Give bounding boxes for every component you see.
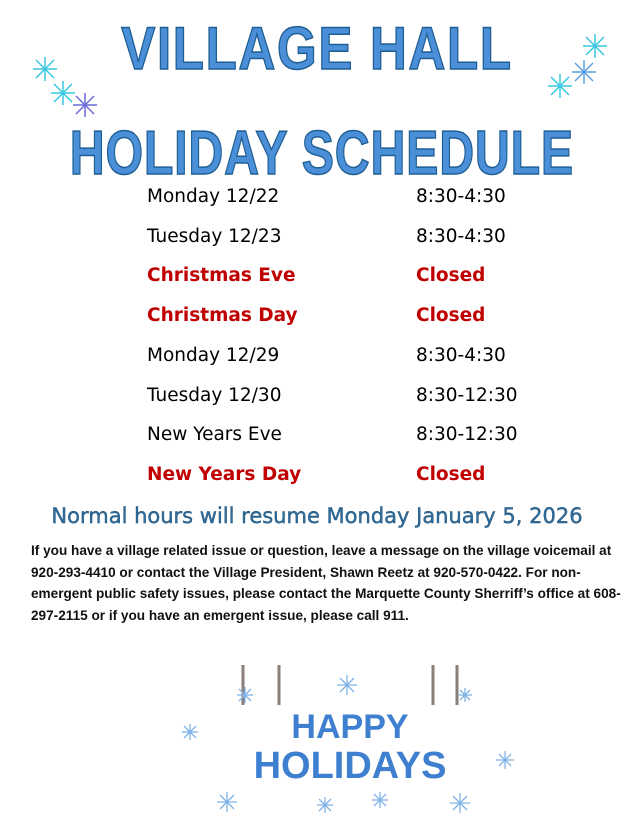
schedule-row	[0, 345, 634, 375]
schedule-day: New Years Day	[147, 463, 302, 485]
schedule-hours: 8:30-4:30	[416, 344, 506, 366]
schedule-day: Christmas Eve	[147, 265, 296, 287]
schedule-day: Tuesday 12/30	[147, 384, 282, 406]
graphic-line2: HOLIDAYS	[253, 745, 447, 787]
schedule-hours: 8:30-12:30	[416, 384, 518, 406]
schedule-hours: 8:30-4:30	[416, 225, 506, 247]
snowflake-cluster-right-icon	[540, 30, 620, 105]
schedule-row	[0, 226, 634, 256]
graphic-line1: HAPPY	[291, 708, 409, 746]
schedule-hours: Closed	[416, 305, 486, 327]
schedule-row	[0, 464, 634, 494]
snowflake-cluster-left-icon	[25, 55, 105, 125]
schedule-day: Monday 12/22	[147, 186, 280, 207]
schedule-day: New Years Eve	[147, 424, 282, 446]
title-village-hall: VILLAGE HALL	[121, 15, 513, 82]
schedule-row	[0, 186, 634, 216]
schedule-hours: Closed	[416, 265, 486, 287]
schedule-hours: 8:30-12:30	[416, 424, 518, 446]
schedule-day: Monday 12/29	[147, 344, 280, 366]
happy-holidays-graphic	[175, 660, 520, 820]
schedule-hours: Closed	[416, 463, 486, 485]
schedule-row	[0, 385, 634, 415]
schedule-day: Christmas Day	[147, 305, 298, 327]
schedule-hours: 8:30-4:30	[416, 186, 506, 207]
schedule-day: Tuesday 12/23	[147, 225, 282, 247]
schedule-row	[0, 265, 634, 295]
title-holiday-schedule: HOLIDAY SCHEDULE	[69, 119, 574, 188]
schedule-row	[0, 424, 634, 454]
normal-hours-notice: Normal hours will resume Monday January 5, 2026	[51, 504, 583, 528]
schedule-row	[0, 305, 634, 335]
contact-notice: If you have a village related issue or question, leave a message on the village voicemail at 920-293-4410 or contact the Village President, Shawn Reetz at 920-570-0422. For non-emergent public safety issues, please contact the Marquette County Sherriff’s office at 608-297-2115 or if you have an emergent issue, please call 911.	[31, 543, 621, 623]
